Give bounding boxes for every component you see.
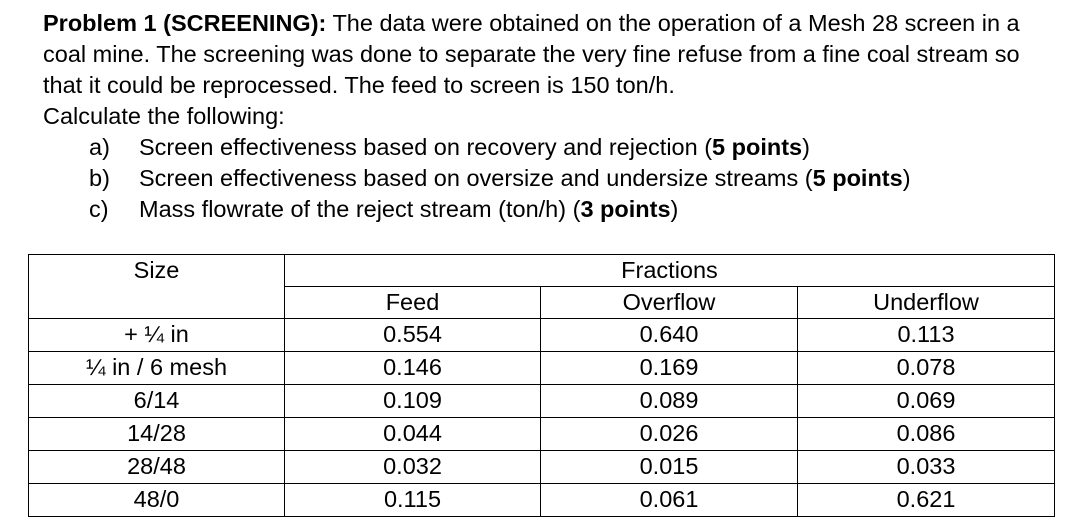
underflow-cell: 0.113 <box>798 319 1055 352</box>
overflow-cell: 0.061 <box>541 484 798 517</box>
task-item-c <box>43 194 1053 225</box>
overflow-cell: 0.089 <box>541 385 798 418</box>
problem-paragraph <box>43 8 1053 101</box>
table-row <box>29 385 1055 418</box>
size-header: Size <box>29 255 285 319</box>
underflow-cell: 0.069 <box>798 385 1055 418</box>
task-letter: b) <box>89 165 110 191</box>
task-item-b <box>43 163 1053 194</box>
overflow-cell: 0.169 <box>541 352 798 385</box>
feed-cell: 0.032 <box>285 451 541 484</box>
task-text: Mass flowrate of the reject stream (ton/h) ( <box>139 196 581 222</box>
task-item-a <box>43 132 1053 163</box>
task-after: ) <box>902 165 911 191</box>
underflow-cell: 0.086 <box>798 418 1055 451</box>
feed-cell: 0.044 <box>285 418 541 451</box>
size-cell: ¼ in / 6 mesh <box>29 352 285 385</box>
problem-statement <box>43 8 1053 225</box>
size-cell: 6/14 <box>29 385 285 418</box>
underflow-header: Underflow <box>798 287 1055 319</box>
fractions-header: Fractions <box>285 255 1055 287</box>
feed-header: Feed <box>285 287 541 319</box>
table-row <box>29 418 1055 451</box>
feed-cell: 0.146 <box>285 352 541 385</box>
task-list <box>43 132 1053 225</box>
table-row <box>29 319 1055 352</box>
task-points: 5 points <box>812 165 903 191</box>
problem-text: The data were obtained on the operation of a Mesh 28 screen in a coal mine. The screening was done to separate the very fine refuse from a fine coal stream so that it could be reprocessed. The feed to screen is 150 ton/h. <box>43 10 1020 98</box>
feed-cell: 0.115 <box>285 484 541 517</box>
overflow-cell: 0.026 <box>541 418 798 451</box>
size-cell: 28/48 <box>29 451 285 484</box>
table-row <box>29 352 1055 385</box>
task-text: Screen effectiveness based on recovery and rejection ( <box>139 134 713 160</box>
problem-title: Problem 1 (SCREENING): <box>43 10 327 36</box>
task-after: ) <box>802 134 810 160</box>
task-text: Screen effectiveness based on oversize and undersize streams ( <box>139 165 813 191</box>
problem-instruction: Calculate the following: <box>43 103 285 129</box>
size-cell: 48/0 <box>29 484 285 517</box>
size-cell: + ¼ in <box>29 319 285 352</box>
feed-cell: 0.554 <box>285 319 541 352</box>
task-letter: c) <box>89 196 109 222</box>
table-row <box>29 484 1055 517</box>
table-header-row <box>29 255 1055 287</box>
feed-cell: 0.109 <box>285 385 541 418</box>
overflow-header: Overflow <box>541 287 798 319</box>
underflow-cell: 0.033 <box>798 451 1055 484</box>
table-row <box>29 451 1055 484</box>
size-cell: 14/28 <box>29 418 285 451</box>
overflow-cell: 0.640 <box>541 319 798 352</box>
underflow-cell: 0.621 <box>798 484 1055 517</box>
task-after: ) <box>670 196 679 222</box>
underflow-cell: 0.078 <box>798 352 1055 385</box>
task-points: 3 points <box>580 196 671 222</box>
task-points: 5 points <box>712 134 803 160</box>
overflow-cell: 0.015 <box>541 451 798 484</box>
task-letter: a) <box>89 134 110 160</box>
screening-data-table <box>28 254 1055 517</box>
